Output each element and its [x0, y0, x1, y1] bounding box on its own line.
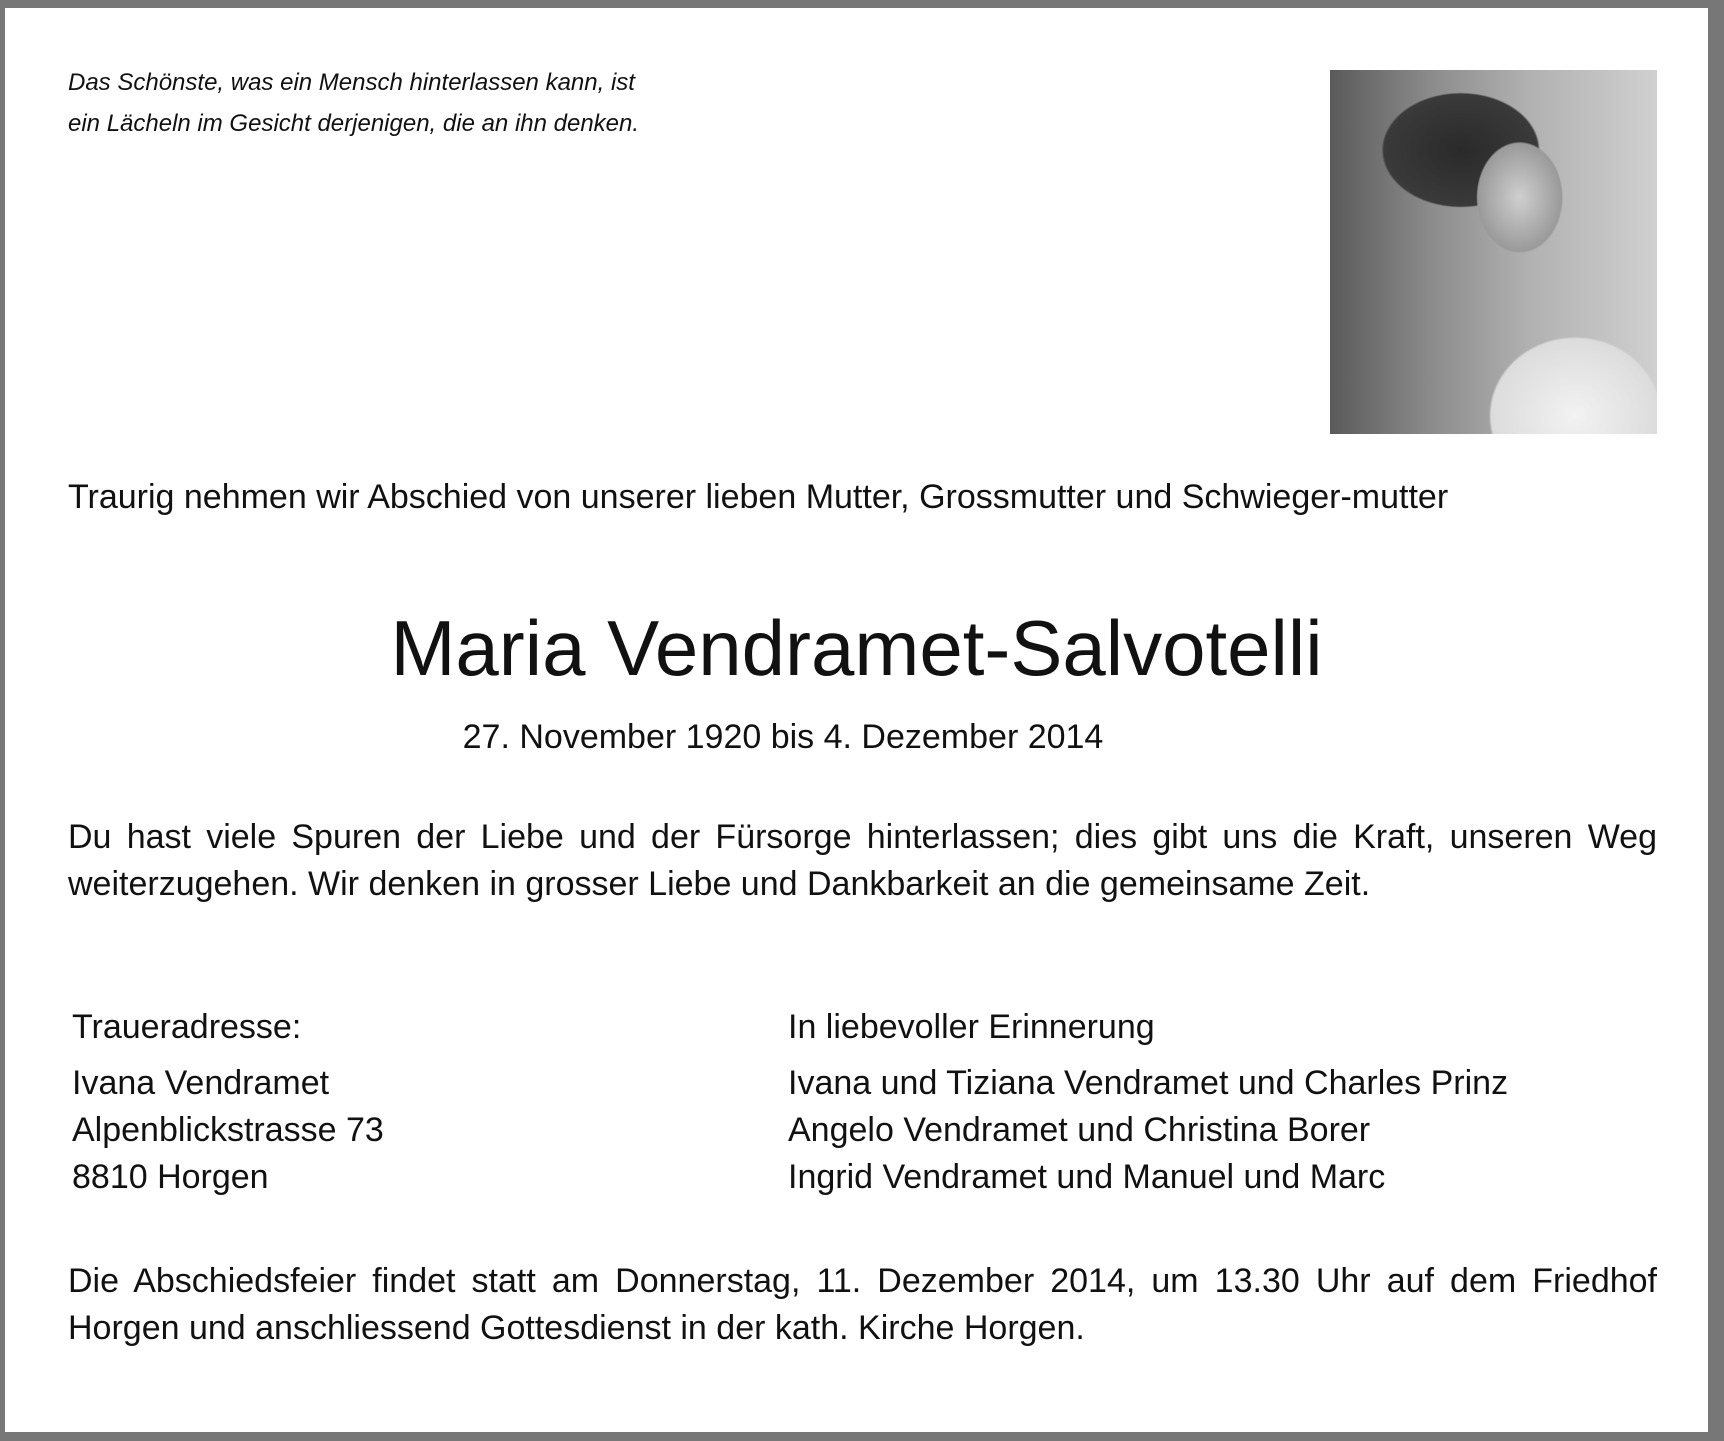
family-line: Ingrid Vendramet und Manuel und Marc — [788, 1158, 1386, 1196]
quote-line: Das Schönste, was ein Mensch hinterlassen kann, ist — [68, 69, 635, 96]
address-line: Alpenblickstrasse 73 — [72, 1111, 384, 1149]
ceremony-info: Die Abschiedsfeier findet statt am Donnerstag, 11. Dezember 2014, um 13.30 Uhr auf dem Friedhof Horgen und anschliessend Gottesdienst in der kath. Kirche Horgen. — [68, 1262, 1657, 1347]
address-line: 8810 Horgen — [72, 1158, 269, 1196]
quote-line: ein Lächeln im Gesicht derjenigen, die an ihn denken. — [68, 110, 640, 137]
memorial-quote — [68, 62, 639, 144]
portrait-photo — [1330, 70, 1657, 434]
deceased-name: Maria Vendramet-Salvotelli — [390, 604, 1323, 692]
family-list — [788, 1004, 1508, 1201]
memory-heading: In liebevoller Erinnerung — [788, 1008, 1155, 1046]
family-line: Ivana und Tiziana Vendramet und Charles Prinz — [788, 1064, 1509, 1102]
memorial-paragraph: Du hast viele Spuren der Liebe und der Fürsorge hinterlassen; dies gibt uns die Kraft, unseren Weg weiterzugehen. Wir denken in grosser Liebe und Dankbarkeit an die gemeinsame Zeit. — [68, 818, 1657, 903]
mourning-address — [72, 1004, 384, 1201]
family-line: Angelo Vendramet und Christina Borer — [788, 1111, 1371, 1149]
address-heading: Traueradresse: — [72, 1008, 302, 1046]
obituary-page — [5, 8, 1708, 1432]
intro-text: Traurig nehmen wir Abschied von unserer lieben Mutter, Grossmutter und Schwieger-mutter — [68, 478, 1449, 516]
address-line: Ivana Vendramet — [72, 1064, 330, 1102]
life-dates: 27. November 1920 bis 4. Dezember 2014 — [462, 718, 1104, 756]
